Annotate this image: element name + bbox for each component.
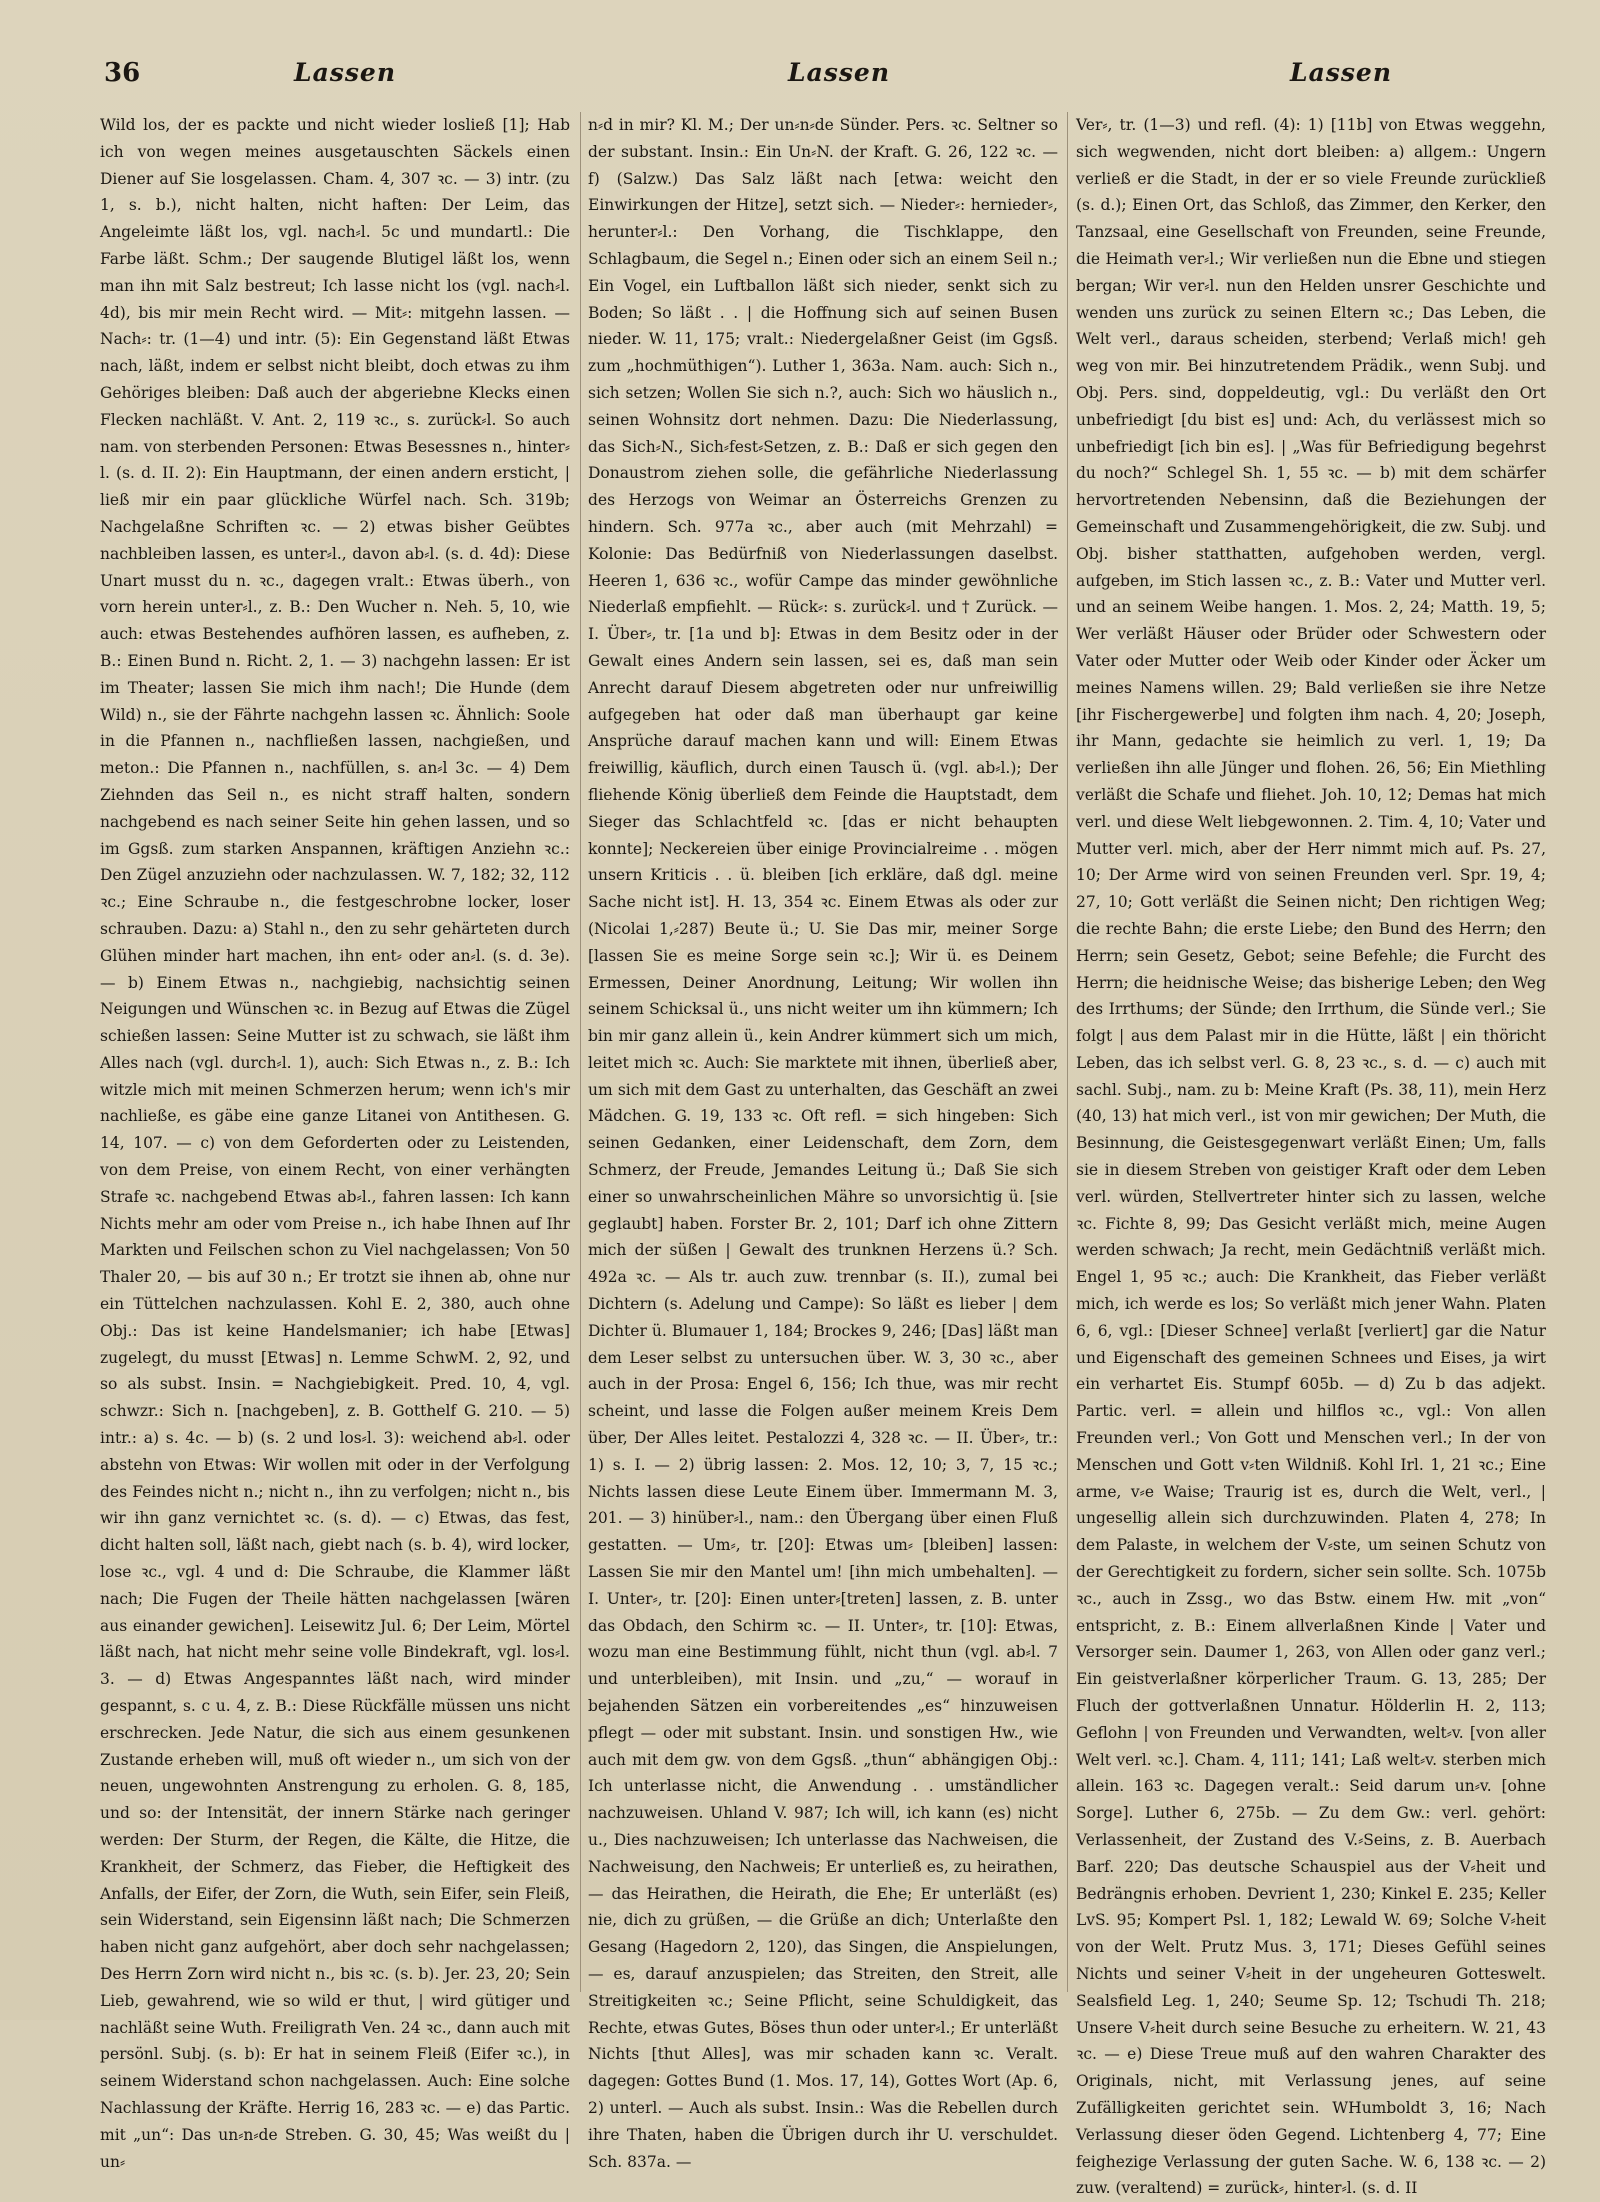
running-head-left: Lassen <box>294 58 397 87</box>
page-header <box>0 58 1600 98</box>
column-text: Ver⸗, tr. (1—3) und refl. (4): 1) [11b] von Etwas weggehn, sich wegwenden, nicht dort bleiben: a) allgem.: Ungern verließ er die Stadt, in der er so viele Freunde zurückließ (s. d.); Einen Ort, das Schloß, das Zimmer, den Kerker, den Tanzsaal, eine Gesellschaft von Freunden, seine Freunde, die Heimath ver⸗l.; Wir verließen nun die Ebne und stiegen bergan; Wir ver⸗l. nun den Helden unsrer Geschichte und wenden uns zurück zu seinen Eltern ꝛc.; Das Leben, die Welt verl., daraus scheiden, sterbend; Verlaß mich! geh weg von mir. Bei hinzutretendem Prädik., wenn Subj. und Obj. Pers. sind, doppeldeutig, vgl.: Du verläßt den Ort unbefriedigt [du bist es] und: Ach, du verlässest mich so unbefriedigt [ich bin es]. | „Was für Befriedigung begehrst du noch?“ Schlegel Sh. 1, 55 ꝛc. — b) mit dem schärfer hervortretenden Nebensinn, daß die Beziehungen der Gemeinschaft und Zusammengehörigkeit, die zw. Subj. und Obj. bisher statthatten, aufgehoben werden, vergl. aufgeben, im Stich lassen ꝛc., z. B.: Vater und Mutter verl. und an seinem Weibe hangen. 1. Mos. 2, 24; Matth. 19, 5; Wer verläßt Häuser oder Brüder oder Schwestern oder Vater oder Mutter oder Weib oder Kinder oder Äcker um meines Namens willen. 29; Bald verließen sie ihre Netze [ihr Fischergewerbe] und folgten ihm nach. 4, 20; Joseph, ihr Mann, gedachte sie heimlich zu verl. 1, 19; Da verließen ihn alle Jünger und flohen. 26, 56; Ein Miethling verläßt die Schafe und fliehet. Joh. 10, 12; Demas hat mich verl. und diese Welt liebgewonnen. 2. Tim. 4, 10; Vater und Mutter verl. mich, aber der Herr nimmt mich auf. Ps. 27, 10; Der Arme wird von seinen Freunden verl. Spr. 19, 4; 27, 10; Gott verläßt die Seinen nicht; Den richtigen Weg; die rechte Bahn; die erste Liebe; den Bund des Herrn; den Herrn; sein Gesetz, Gebot; seine Befehle; die Furcht des Herrn; die heidnische Weise; das bisherige Leben; den Weg des Irrthums; der Sünde; den Irrthum, die Sünde verl.; Sie folgt | aus dem Palast mir in die Hütte, läßt | ein thöricht Leben, das ich selbst verl. G. 8, 23 ꝛc., s. d. — c) auch mit sachl. Subj., nam. zu b: Meine Kraft (Ps. 38, 11), mein Herz (40, 13) hat mich verl., ist von mir gewichen; Der Muth, die Besinnung, die Geistesgegenwart verläßt Einen; Um, falls sie in diesem Streben von geistiger Kraft oder dem Leben verl. würden, Stellvertreter hinter sich zu lassen, welche ꝛc. Fichte 8, 99; Das Gesicht verläßt mich, meine Augen werden schwach; Ja recht, mein Gedächtniß verläßt mich. Engel 1, 95 ꝛc.; auch: Die Krankheit, das Fieber verläßt mich, ich werde es los; So verläßt mich jener Wahn. Platen 6, 6, vgl.: [Dieser Schnee] verlaßt [verliert] gar die Natur und Eigenschaft des gemeinen Schnees und Eises, ja wirt ein verhartet Eis. Stumpf 605b. — d) Zu b das adjekt. Partic. verl. = allein und hilflos ꝛc., vgl.: Von allen Freunden verl.; Von Gott und Menschen verl.; In der von Menschen und Gott v⸗ten Wildniß. Kohl Irl. 1, 21 ꝛc.; Eine arme, v⸗e Waise; Traurig ist es, durch die Welt, verl., | ungesellig allein sich durchzuwinden. Platen 4, 278; In dem Palaste, in welchem der V⸗ste, um seinen Schutz von der Gerechtigkeit zu fordern, sicher sein sollte. Sch. 1075b ꝛc., auch in Zssg., wo das Bstw. einem Hw. mit „von“ entspricht, z. B.: Einem allverlaßnen Kinde | Vater und Versorger sein. Daumer 1, 263, von Allen oder ganz verl.; Ein geistverlaßner körperlicher Traum. G. 13, 285; Der Fluch der gottverlaßnen Unnatur. Hölderlin H. 2, 113; Geflohn | von Freunden und Verwandten, welt⸗v. [von aller Welt verl. ꝛc.]. Cham. 4, 111; 141; Laß welt⸗v. sterben mich allein. 163 ꝛc. Dagegen veralt.: Seid darum un⸗v. [ohne Sorge]. Luther 6, 275b. — Zu dem Gw.: verl. gehört: Verlassenheit, der Zustand des V.⸗Seins, z. B. Auerbach Barf. 220; Das deutsche Schauspiel aus der V⸗heit und Bedrängnis erhoben. Devrient 1, 230; Kinkel E. 235; Keller LvS. 95; Kompert Psl. 1, 182; Lewald W. 69; Solche V⸗heit von der Welt. Prutz Mus. 3, 171; Dieses Gefühl seines Nichts und seiner V⸗heit in der ungeheuren Gotteswelt. Sealsfield Leg. 1, 240; Seume Sp. 12; Tschudi Th. 218; Unsere V⸗heit durch seine Besuche zu erheitern. W. 21, 43 ꝛc. — e) Diese Treue muß auf den wahren Charakter des Originals, nicht, mit Verlassung jenes, auf seine Zufälligkeiten gerichtet sein. WHumboldt 3, 16; Nach Verlassung dieser öden Gegend. Lichtenberg 4, 77; Eine feighezige Verlassung der guten Sache. W. 6, 138 ꝛc. — 2) zuw. (veraltend) = zurück⸗, hinter⸗l. (s. d. II <box>1076 116 1546 2198</box>
column-text: n⸗d in mir? Kl. M.; Der un⸗n⸗de Sünder. Pers. ꝛc. Seltner so der substant. Insin.: Ein Un⸗N. der Kraft. G. 26, 122 ꝛc. — f) (Salzw.) Das Salz läßt nach [etwa: weicht den Einwirkungen der Hitze], setzt sich. — Nieder⸗: hernieder⸗, herunter⸗l.: Den Vorhang, die Tischklappe, den Schlagbaum, die Segel n.; Einen oder sich an einem Seil n.; Ein Vogel, ein Luftballon läßt sich nieder, senkt sich zu Boden; So läßt . . | die Hoffnung sich auf seinen Busen nieder. W. 11, 175; vralt.: Niedergelaßner Geist (im Ggsß. zum „hochmüthigen“). Luther 1, 363a. Nam. auch: Sich n., sich setzen; Wollen Sie sich n.?, auch: Sich wo häuslich n., seinen Wohnsitz dort nehmen. Dazu: Die Niederlassung, das Sich⸗N., Sich⸗fest⸗Setzen, z. B.: Daß er sich gegen den Donaustrom ziehen solle, die gefährliche Niederlassung des Herzogs von Weimar an Österreichs Grenzen zu hindern. Sch. 977a ꝛc., aber auch (mit Mehrzahl) = Kolonie: Das Bedürfniß von Niederlassungen daselbst. Heeren 1, 636 ꝛc., wofür Campe das minder gewöhnliche Niederlaß empfiehlt. — Rück⸗: s. zurück⸗l. und † Zurück. — I. Über⸗, tr. [1a und b]: Etwas in dem Besitz oder in der Gewalt eines Andern sein lassen, sei es, daß man sein Anrecht darauf Diesem abgetreten oder nur unfreiwillig aufgegeben hat oder daß man überhaupt gar keine Ansprüche darauf machen kann und will: Einem Etwas freiwillig, käuflich, durch einen Tausch ü. (vgl. ab⸗l.); Der fliehende König überließ dem Feinde die Hauptstadt, dem Sieger das Schlachtfeld ꝛc. [das er nicht behaupten konnte]; Neckereien über einige Provincialreime . . mögen unsern Kriticis . . ü. bleiben [ich erkläre, daß dgl. meine Sache nicht ist]. H. 13, 354 ꝛc. Einem Etwas als oder zur (Nicolai 1,⸗287) Beute ü.; U. Sie Das mir, meiner Sorge [lassen Sie es meine Sorge sein ꝛc.]; Wir ü. es Deinem Ermessen, Deiner Anordnung, Leitung; Wir wollen ihn seinem Schicksal ü., uns nicht weiter um ihn kümmern; Ich bin mir ganz allein ü., kein Andrer kümmert sich um mich, leitet mich ꝛc. Auch: Sie marktete mit ihnen, überließ aber, um sich mit dem Gast zu unterhalten, das Geschäft an zwei Mädchen. G. 19, 133 ꝛc. Oft refl. = sich hingeben: Sich seinen Gedanken, einer Leidenschaft, dem Zorn, dem Schmerz, der Freude, Jemandes Leitung ü.; Daß Sie sich einer so unwahrscheinlichen Mähre so unvorsichtig ü. [sie geglaubt] haben. Forster Br. 2, 101; Darf ich ohne Zittern mich der süßen | Gewalt des trunknen Herzens ü.? Sch. 492a ꝛc. — Als tr. auch zuw. trennbar (s. II.), zumal bei Dichtern (s. Adelung und Campe): So läßt es lieber | dem Dichter ü. Blumauer 1, 184; Brockes 9, 246; [Das] läßt man dem Leser selbst zu untersuchen über. W. 3, 30 ꝛc., aber auch in der Prosa: Engel 6, 156; Ich thue, was mir recht scheint, und lasse die Folgen außer meinem Kreis Dem über, Der Alles leitet. Pestalozzi 4, 328 ꝛc. — II. Über⸗, tr.: 1) s. I. — 2) übrig lassen: 2. Mos. 12, 10; 3, 7, 15 ꝛc.; Nichts lassen diese Leute Einem über. Immermann M. 3, 201. — 3) hinüber⸗l., nam.: den Übergang über einen Fluß gestatten. — Um⸗, tr. [20]: Etwas um⸗ [bleiben] lassen: Lassen Sie mir den Mantel um! [ihn mich umbehalten]. — I. Unter⸗, tr. [20]: Einen unter⸗[treten] lassen, z. B. unter das Obdach, den Schirm ꝛc. — II. Unter⸗, tr. [10]: Etwas, wozu man eine Bestimmung fühlt, nicht thun (vgl. ab⸗l. 7 und unterbleiben), mit Insin. und „zu,“ — worauf in bejahenden Sätzen ein vorbereitendes „es“ hinzuweisen pflegt — oder mit substant. Insin. und sonstigen Hw., wie auch mit dem gw. von dem Ggsß. „thun“ abhängigen Obj.: Ich unterlasse nicht, die Anwendung . . umständlicher nachzuweisen. Uhland V. 987; Ich will, ich kann (es) nicht u., Dies nachzuweisen; Ich unterlasse das Nachweisen, die Nachweisung, den Nachweis; Er unterließ es, zu heirathen, — das Heirathen, die Heirath, die Ehe; Er unterläßt (es) nie, dich zu grüßen, — die Grüße an dich; Unterlaßte den Gesang (Hagedorn 2, 120), das Singen, die Anspielungen, — es, darauf anzuspielen; das Streiten, den Streit, alle Streitigkeiten ꝛc.; Seine Pflicht, seine Schuldigkeit, das Rechte, etwas Gutes, Böses thun oder unter⸗l.; Er unterläßt Nichts [thut Alles], was mir schaden kann ꝛc. Veralt. dagegen: Gottes Bund (1. Mos. 17, 14), Gottes Wort (Ap. 6, 2) unterl. — Auch als subst. Insin.: Was die Rebellen durch ihre Thaten, haben die Übrigen durch ihr U. verschuldet. Sch. 837a. — <box>588 116 1058 2171</box>
column-middle <box>588 112 1058 2171</box>
running-head-right: Lassen <box>1290 58 1393 87</box>
page-number: 36 <box>104 58 141 88</box>
column-text: Wild los, der es packte und nicht wieder losließ [1]; Hab ich von wegen meines ausgetauschten Säckels einen Diener auf Sie losgelassen. Cham. 4, 307 ꝛc. — 3) intr. (zu 1, s. b.), nicht halten, nicht haften: Der Leim, das Angeleimte läßt los, vgl. nach⸗l. 5c und mundartl.: Die Farbe läßt. Schm.; Der saugende Blutigel läßt los, wenn man ihn mit Salz bestreut; Ich lasse nicht los (vgl. nach⸗l. 4d), bis mir mein Recht wird. — Mit⸗: mitgehn lassen. — Nach⸗: tr. (1—4) und intr. (5): Ein Gegenstand läßt Etwas nach, läßt, indem er selbst nicht bleibt, doch etwas zu ihm Gehöriges bleiben: Daß auch der abgeriebne Klecks einen Flecken nachläßt. V. Ant. 2, 119 ꝛc., s. zurück⸗l. So auch nam. von sterbenden Personen: Etwas Besessnes n., hinter⸗l. (s. d. II. 2): Ein Hauptmann, der einen andern ersticht, | ließ mir ein paar glückliche Würfel nach. Sch. 319b; Nachgelaßne Schriften ꝛc. — 2) etwas bisher Geübtes nachbleiben lassen, es unter⸗l., davon ab⸗l. (s. d. 4d): Diese Unart musst du n. ꝛc., dagegen vralt.: Etwas überh., von vorn herein unter⸗l., z. B.: Den Wucher n. Neh. 5, 10, wie auch: etwas Bestehendes aufhören lassen, es aufheben, z. B.: Einen Bund n. Richt. 2, 1. — 3) nachgehn lassen: Er ist im Theater; lassen Sie mich ihm nach!; Die Hunde (dem Wild) n., sie der Fährte nachgehn lassen ꝛc. Ähnlich: Soole in die Pfannen n., nachfließen lassen, nachgießen, und meton.: Die Pfannen n., nachfüllen, s. an⸗l 3c. — 4) Dem Ziehnden das Seil n., es nicht straff halten, sondern nachgebend es nach seiner Seite hin gehen lassen, und so im Ggsß. zum starken Anspannen, kräftigen Anziehn ꝛc.: Den Zügel anzuziehn oder nachzulassen. W. 7, 182; 32, 112 ꝛc.; Eine Schraube n., die festgeschrobne locker, loser schrauben. Dazu: a) Stahl n., den zu sehr gehärteten durch Glühen minder hart machen, ihn ent⸗ oder an⸗l. (s. d. 3e). — b) Einem Etwas n., nachgiebig, nachsichtig seinen Neigungen und Wünschen ꝛc. in Bezug auf Etwas die Zügel schießen lassen: Seine Mutter ist zu schwach, sie läßt ihm Alles nach (vgl. durch⸗l. 1), auch: Sich Etwas n., z. B.: Ich witzle mich mit meinen Schmerzen herum; wenn ich's mir nachließe, es gäbe eine ganze Litanei von Antithesen. G. 14, 107. — c) von dem Geforderten oder zu Leistenden, von dem Preise, von einem Recht, von einer verhängten Strafe ꝛc. nachgebend Etwas ab⸗l., fahren lassen: Ich kann Nichts mehr am oder vom Preise n., ich habe Ihnen auf Ihr Markten und Feilschen schon zu Viel nachgelassen; Von 50 Thaler 20, — bis auf 30 n.; Er trotzt sie ihnen ab, ohne nur ein Tüttelchen nachzulassen. Kohl E. 2, 380, auch ohne Obj.: Das ist keine Handelsmanier; ich habe [Etwas] zugelegt, du musst [Etwas] n. Lemme SchwM. 2, 92, und so als subst. Insin. = Nachgiebigkeit. Pred. 10, 4, vgl. schwzr.: Sich n. [nachgeben], z. B. Gotthelf G. 210. — 5) intr.: a) s. 4c. — b) (s. 2 und los⸗l. 3): weichend ab⸗l. oder abstehn von Etwas: Wir wollen mit oder in der Verfolgung des Feindes nicht n.; nicht n., ihn zu verfolgen; nicht n., bis wir ihn ganz vernichtet ꝛc. (s. d). — c) Etwas, das fest, dicht halten soll, läßt nach, giebt nach (s. b. 4), wird locker, lose ꝛc., vgl. 4 und d: Die Schraube, die Klammer läßt nach; Die Fugen der Theile hätten nachgelassen [wären aus einander gewichen]. Leisewitz Jul. 6; Der Leim, Mörtel läßt nach, hat nicht mehr seine volle Bindekraft, vgl. los⸗l. 3. — d) Etwas Angespanntes läßt nach, wird minder gespannt, s. c u. 4, z. B.: Diese Rückfälle müssen uns nicht erschrecken. Jede Natur, die sich aus einem gesunkenen Zustande erheben will, muß oft wieder n., um sich von der neuen, ungewohnten Anstrengung zu erholen. G. 8, 185, und so: der Intensität, der innern Stärke nach geringer werden: Der Sturm, der Regen, die Kälte, die Hitze, die Krankheit, der Schmerz, das Fieber, die Heftigkeit des Anfalls, der Eifer, der Zorn, die Wuth, sein Eifer, sein Fleiß, sein Widerstand, sein Eigensinn läßt nach; Die Schmerzen haben nicht ganz aufgehört, aber doch sehr nachgelassen; Des Herrn Zorn wird nicht n., bis ꝛc. (s. b). Jer. 23, 20; Sein Lieb, gewahrend, wie so wild er thut, | wird gütiger und nachläßt seine Wuth. Freiligrath Ven. 24 ꝛc., dann auch mit persönl. Subj. (s. b): Er hat in seinem Fleiß (Eifer ꝛc.), in seinem Widerstand schon nachgelassen. Auch: Eine solche Nachlassung der Kräfte. Herrig 16, 283 ꝛc. — e) das Partic. mit „un“: Das un⸗n⸗de Streben. G. 30, 45; Was weißt du | un⸗ <box>100 116 570 2171</box>
column-right <box>1076 112 1546 2198</box>
running-head-center: Lassen <box>788 58 891 87</box>
column-left <box>100 112 570 2171</box>
text-columns <box>100 112 1546 2198</box>
